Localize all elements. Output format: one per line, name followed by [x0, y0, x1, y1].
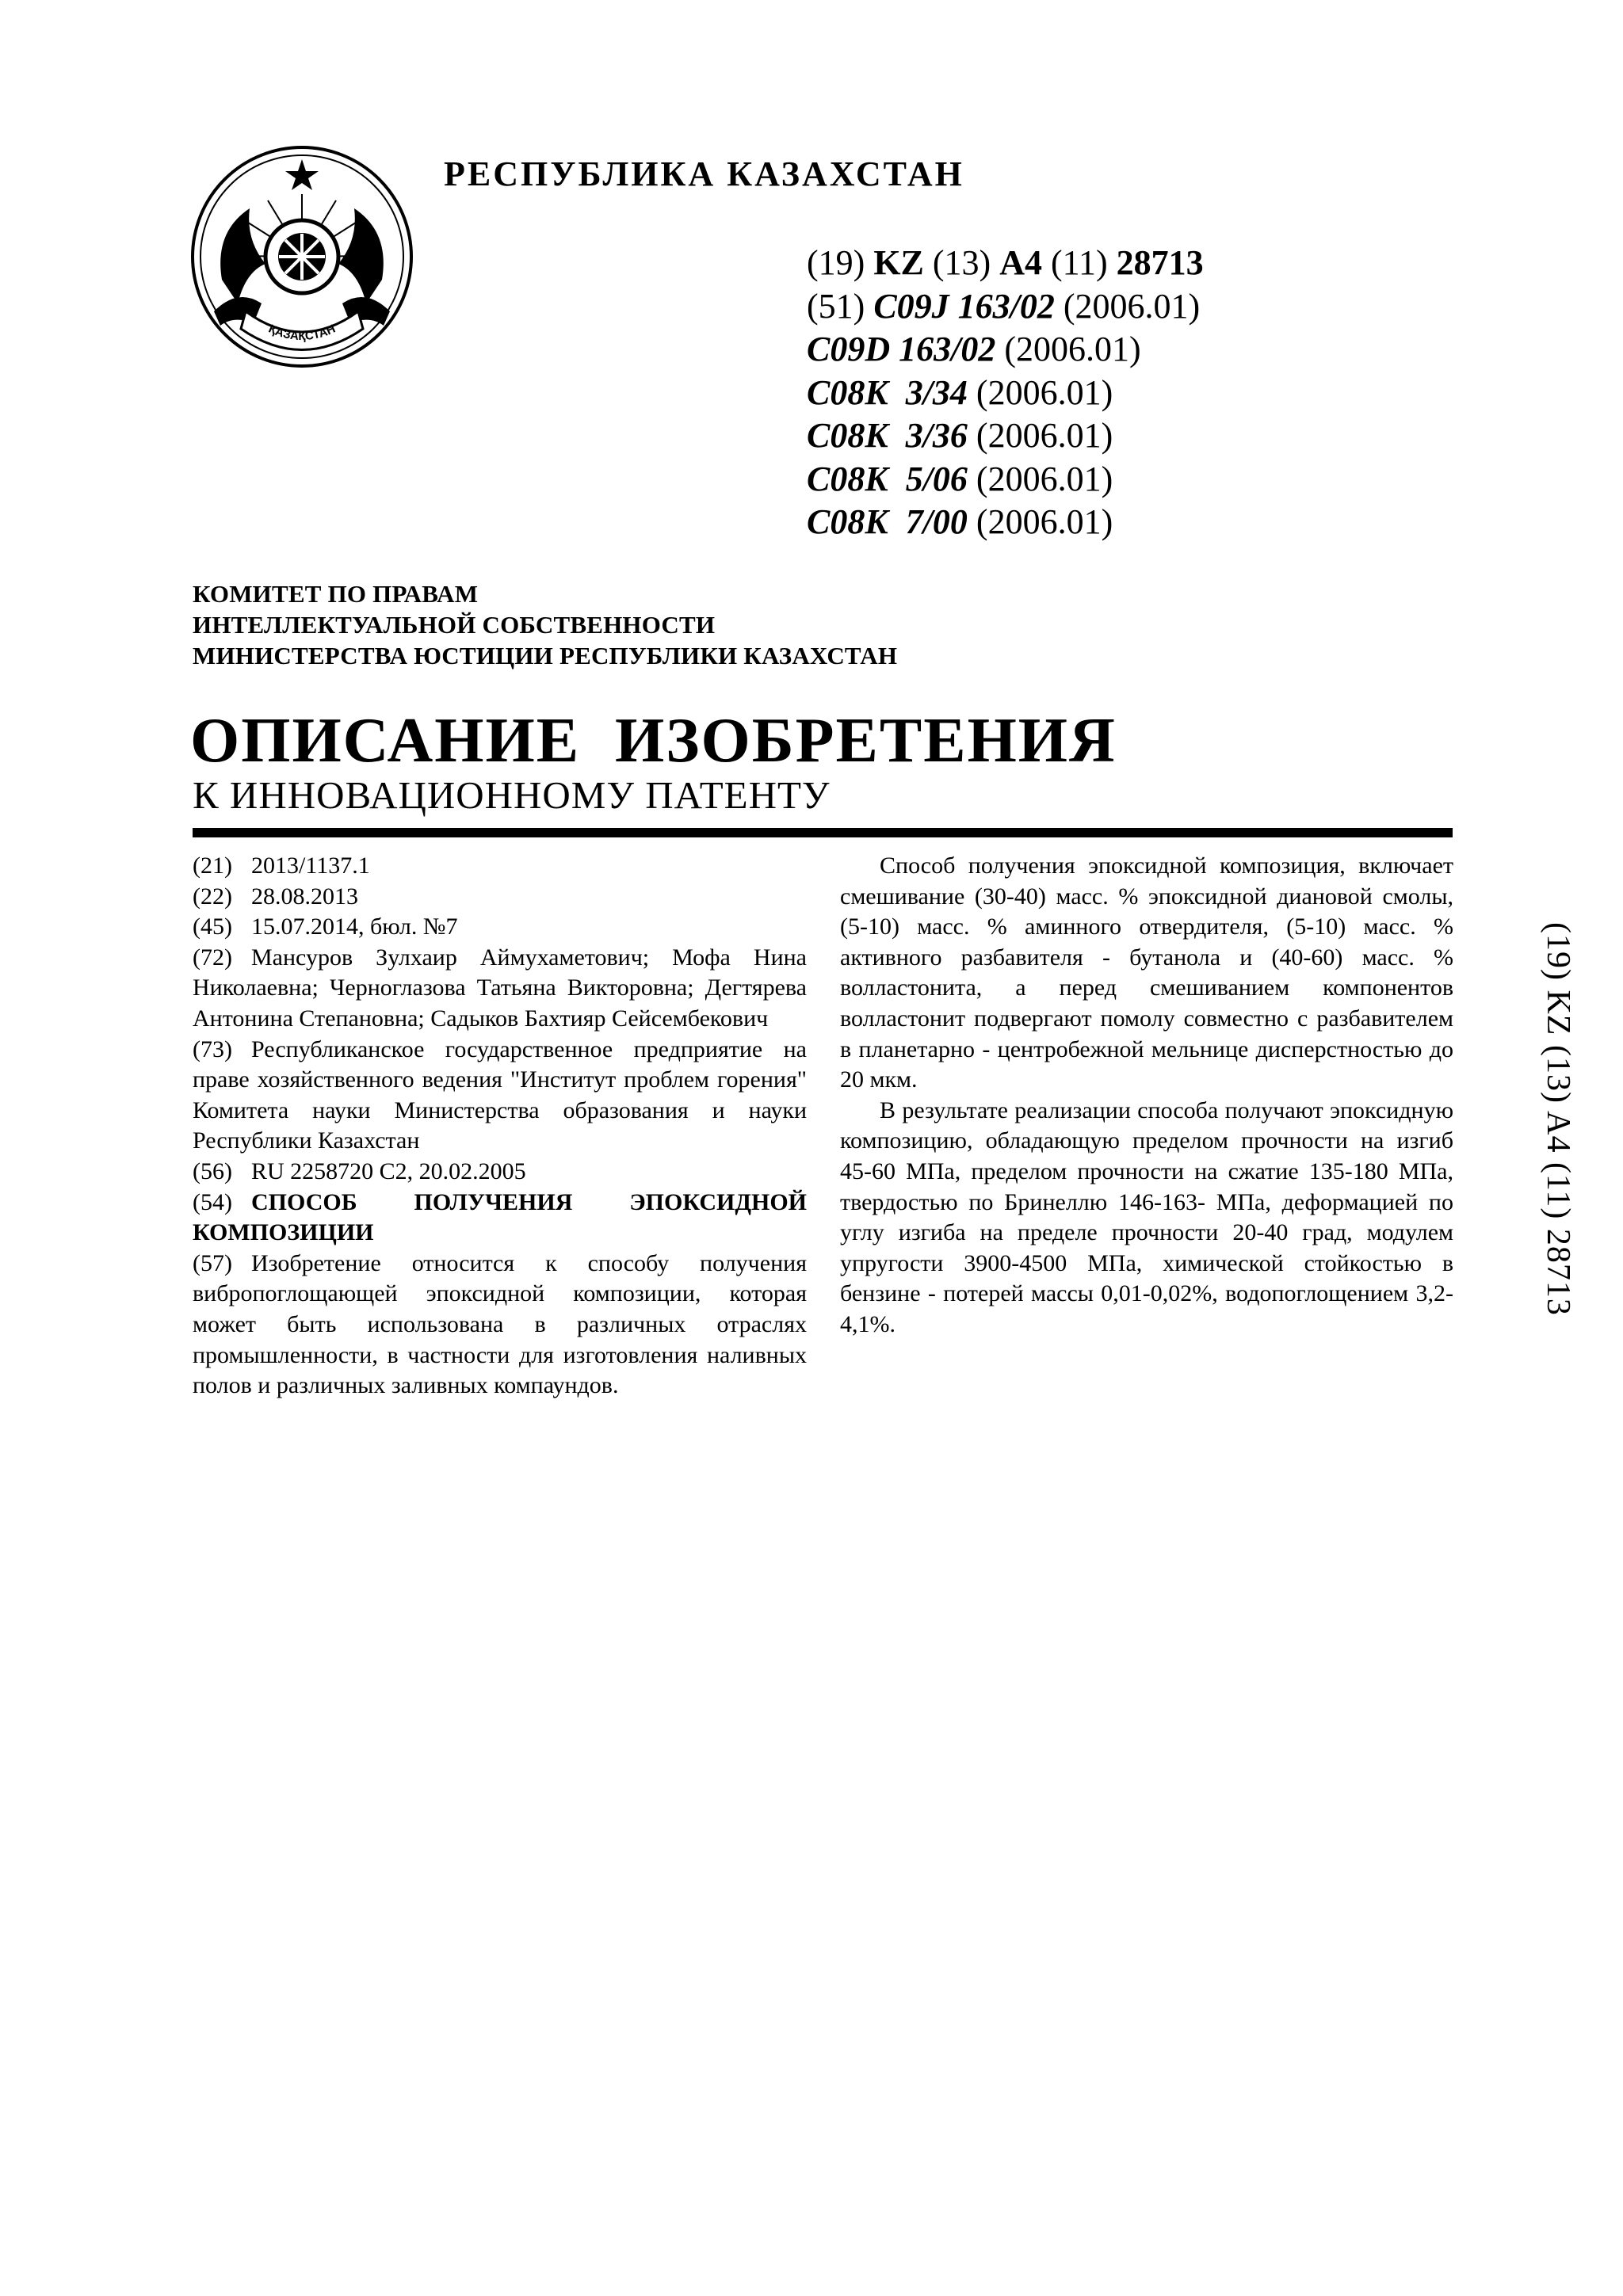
document-subtitle: К ИННОВАЦИОННОМУ ПАТЕНТУ [193, 773, 831, 817]
abstract-paragraph: В результате реализации способа получают эпоксидную композицию, обладающую пределом прочности на изгиб 45-60 МПа, пределом прочности на сжатие 135-180 МПа, твердостью по Бринеллю 146-163- МПа, деформацией по углу изгиба на пределе прочности 20-40 град, модулем упругости 3900-4500 МПа, химической стойкостью в бензине - потерей массы 0,01-0,02%, водопоглощением 3,2-4,1%. [840, 1097, 1453, 1337]
ipc-line [807, 458, 1204, 502]
committee-line: ИНТЕЛЛЕКТУАЛЬНОЙ СОБСТВЕННОСТИ [193, 611, 716, 639]
ipc-version: (2006.01) [1004, 330, 1141, 368]
ipc-version: (2006.01) [1063, 286, 1201, 326]
title-divider [193, 828, 1453, 837]
ipc-line [807, 501, 1204, 544]
patent-number: 28713 [1116, 243, 1204, 282]
field-22: (22) 28.08.2013 [193, 883, 358, 910]
field-57-abstract-intro: (57) Изобретение относится к способу получения вибропоглощающей эпоксидной композиции, которая может быть использована в различных отраслях промышленности, в частности для изготовления наливных полов и различных заливных компаундов. [193, 1249, 807, 1399]
field-45: (45) 15.07.2014, бюл. №7 [193, 913, 458, 940]
field-56-references: (56) RU 2258720 C2, 20.02.2005 [193, 1158, 526, 1184]
ipc-line [807, 414, 1204, 458]
abstract-text [840, 851, 1453, 1341]
ipc-class: C08K 5/06 [807, 459, 968, 498]
ipc-version: (2006.01) [976, 372, 1113, 412]
country-code: KZ [873, 243, 924, 282]
ipc-class: C09D 163/02 [807, 330, 996, 368]
ipc-line [807, 328, 1204, 372]
bibliographic-data [193, 851, 807, 1402]
field-21: (21) 2013/1137.1 [193, 852, 370, 879]
committee-name [193, 578, 897, 671]
inid-13: (13) [932, 243, 991, 282]
field-54-title: (54) СПОСОБ ПОЛУЧЕНИЯ ЭПОКСИДНОЙ КОМПОЗИЦИИ [193, 1188, 807, 1246]
republic-title: РЕСПУБЛИКА КАЗАХСТАН [444, 154, 964, 193]
field-73-owner: (73) Республиканское государственное предприятие на праве хозяйственного ведения "Институт проблем горения" Комитета науки Министерства образования и науки Республики Казахстан [193, 1035, 807, 1154]
ipc-version: (2006.01) [976, 416, 1113, 455]
abstract-paragraph: Способ получения эпоксидной композиция, включает смешивание (30-40) масс. % эпоксидной диановой смолы, (5-10) масс. % аминного отвердителя, (5-10) масс. % активного разбавителя - бутанола и (40-60) масс. % волластонита, а перед смешиванием компонентов волластонит подвергают помолу совместно с разбавителем в планетарно - центробежной мельнице дисперстностью до 20 мкм. [840, 852, 1453, 1093]
emblem-text: ҚАЗАҚСТАН [266, 322, 338, 344]
ipc-class: C08K 7/00 [807, 502, 968, 541]
ipc-class: C08K 3/36 [807, 416, 968, 455]
classification-block [807, 242, 1204, 544]
ipc-line [807, 285, 1204, 329]
ipc-class: C08K 3/34 [807, 372, 968, 412]
field-72-inventors: (72) Мансуров Зулхаир Аймухаметович; Мофа Нина Николаевна; Черноглазова Татьяна Викторовна; Дегтярева Антонина Степановна; Садыков Бахтияр Сейсембекович [193, 944, 807, 1032]
inid-19: (19) [807, 243, 865, 282]
document-kind: A4 [999, 243, 1042, 282]
state-emblem-icon [190, 145, 414, 368]
ipc-class: C09J 163/02 [873, 286, 1055, 326]
publication-line [807, 242, 1204, 285]
ipc-line [807, 372, 1204, 415]
inid-11: (11) [1050, 243, 1108, 282]
ipc-version: (2006.01) [976, 459, 1113, 498]
side-reference-text: (19) KZ (13) A4 (11) 28713 [1540, 922, 1576, 1316]
side-reference [1536, 922, 1580, 1366]
document-title: ОПИСАНИЕ ИЗОБРЕТЕНИЯ [190, 706, 1117, 776]
committee-line: МИНИСТЕРСТВА ЮСТИЦИИ РЕСПУБЛИКИ КАЗАХСТАН [193, 642, 898, 669]
inid-51: (51) [807, 286, 865, 326]
committee-line: КОМИТЕТ ПО ПРАВАМ [193, 580, 479, 608]
ipc-version: (2006.01) [976, 502, 1113, 541]
